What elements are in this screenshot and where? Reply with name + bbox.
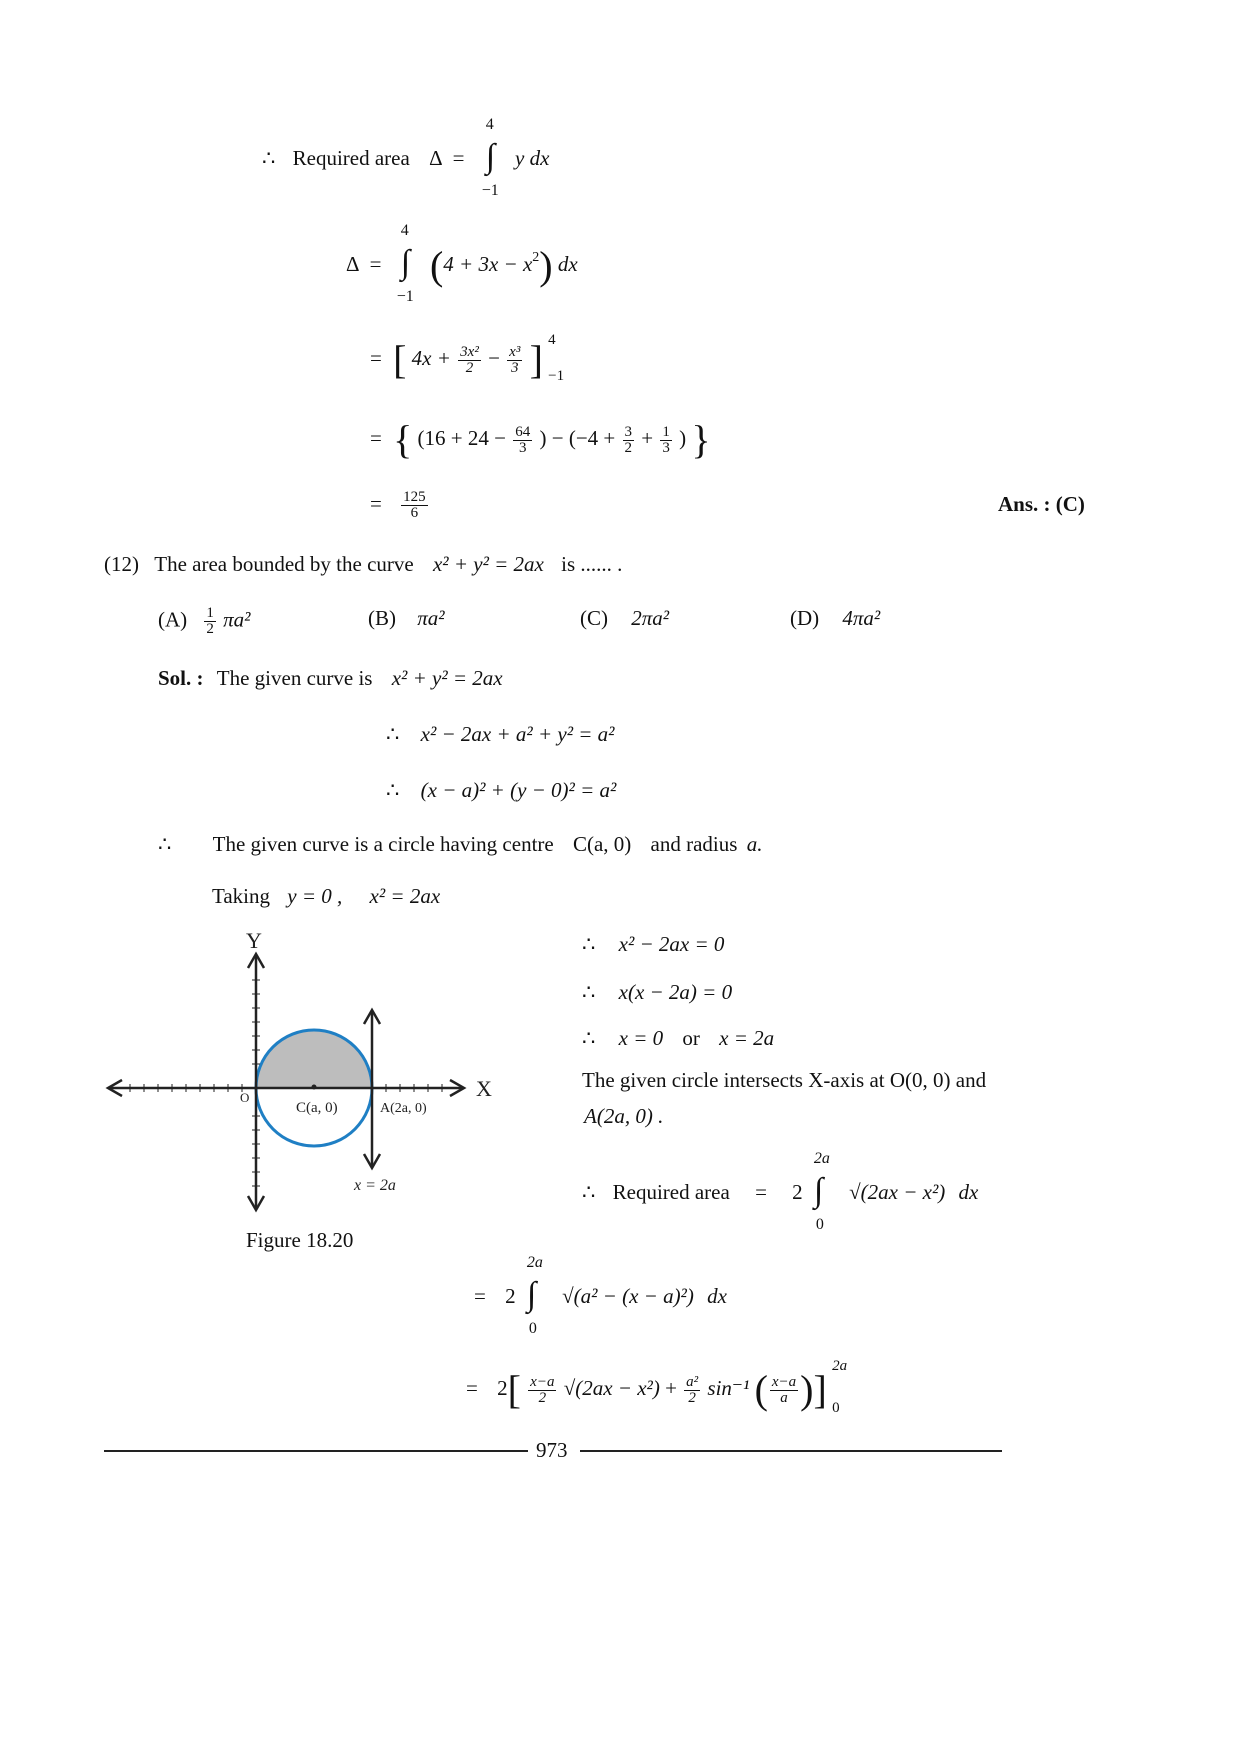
integrand: y dx	[515, 145, 550, 170]
line-label: x = 2a	[354, 1177, 396, 1194]
result-equation-2: x(x − 2a) = 0	[618, 980, 733, 1004]
or-text: or	[682, 1026, 700, 1050]
fraction: $\frac{\text{3x²}}{2}$	[460, 343, 479, 376]
delta-symbol: Δ	[346, 251, 359, 276]
antiderivative-line: = [ 4x + $\frac{\text{3x²}}{2}$ − $\frac{\text{x³}}{3}$ ] 4 −1	[370, 340, 570, 380]
taking-line	[212, 884, 440, 909]
arcsin: sin⁻¹	[707, 1375, 750, 1400]
therefore-symbol: ∴	[158, 832, 172, 856]
term: (16 + 24 −	[417, 425, 506, 450]
required-area-line	[262, 116, 550, 199]
delta-symbol: Δ	[429, 145, 442, 170]
result-fraction: $\frac{125}{6}$	[403, 489, 426, 521]
exponent: 2	[532, 249, 540, 265]
fraction: $\frac{\text{x³}}{3}$	[509, 343, 521, 376]
solution-intro	[158, 666, 503, 691]
x-axis-label: X	[476, 1076, 492, 1101]
required-area-text: Required area	[292, 145, 410, 170]
answer-label: Ans. : (C)	[998, 492, 1085, 516]
solution-equation-2: x² − 2ax + a² + y² = a²	[420, 722, 615, 746]
equals-sign: =	[369, 251, 382, 276]
integral-sign: ∫ 2a 0	[813, 1150, 830, 1233]
figure-circle-graph	[100, 920, 520, 1220]
equals-sign: =	[370, 491, 382, 516]
integral-sign: ∫ 4 −1	[396, 222, 414, 305]
option-d-label: (D)	[790, 606, 820, 630]
solution-intro-text: The given curve is	[216, 666, 373, 690]
fraction: $\frac{x-a}{a}$	[771, 1373, 797, 1406]
delta-integral-line	[346, 222, 578, 305]
fraction: $\frac{x-a}{2}$	[530, 1373, 555, 1406]
therefore-symbol: ∴	[386, 722, 400, 746]
result-line	[370, 490, 430, 521]
option-c[interactable]	[580, 606, 669, 631]
point-a-label: A(2a, 0)	[380, 1101, 427, 1116]
paren: )	[539, 243, 553, 288]
integral-sign: ∫ 2a 0	[526, 1254, 543, 1337]
y-zero: y = 0 ,	[287, 884, 343, 908]
point-a	[584, 1104, 663, 1129]
circle-statement	[158, 832, 762, 857]
coefficient: 2	[792, 1179, 803, 1204]
option-b-value: πa²	[417, 606, 445, 630]
paren: (	[429, 243, 444, 288]
fraction: $\frac{1}{3}$	[662, 423, 670, 456]
solution-equation-1: x² + y² = 2ax	[391, 666, 503, 690]
coefficient: 2	[497, 1375, 508, 1400]
fraction: $\frac{\text{a²}}{2}$	[686, 1373, 699, 1406]
equals-sign: =	[370, 425, 382, 450]
centre-point	[312, 1085, 317, 1090]
therefore-symbol: ∴	[582, 1026, 596, 1050]
taking-equation: x² = 2ax	[369, 884, 441, 908]
option-d[interactable]	[790, 606, 880, 631]
required-area-text: Required area	[612, 1179, 730, 1204]
solution-step-3	[386, 778, 616, 803]
root-term: √(2ax − x²)	[563, 1375, 660, 1400]
equals-sign: =	[452, 145, 465, 170]
option-a-value: πa²	[223, 607, 251, 632]
therefore-symbol: ∴	[386, 778, 400, 802]
question-number: (12)	[104, 552, 139, 576]
question-12	[104, 552, 622, 577]
shaded-region	[256, 1030, 372, 1088]
evaluation-line: = { (16 + 24 − $\frac{64}{3}$ ) − (−4 + $\frac{3}{2}$ + $\frac{1}{3}$ ) }	[370, 417, 711, 462]
equals-sign: =	[755, 1179, 767, 1204]
footer-rule-left	[104, 1450, 528, 1452]
page-number: 973	[536, 1438, 568, 1462]
required-area-2	[582, 1150, 979, 1233]
origin-label: O	[240, 1090, 250, 1105]
taking-text: Taking	[212, 884, 271, 908]
solution-step-2	[386, 722, 614, 747]
integral-step-2	[474, 1254, 727, 1337]
therefore-symbol: ∴	[582, 1179, 596, 1204]
equals-sign: =	[370, 345, 382, 370]
integral-sign: ∫ 4 −1	[481, 116, 499, 199]
radius-text: and radius	[650, 832, 738, 856]
option-a-label: (A)	[158, 607, 188, 632]
therefore-symbol: ∴	[262, 145, 276, 170]
result-x-zero: x = 0	[618, 1026, 664, 1050]
final-step: = 2[ $\frac{x-a}{2}$ √(2ax − x²) + $\frac{\text{a²}}{2}$ sin⁻¹ ( $\frac{x-a}{a}$ )] 2a 0	[466, 1370, 858, 1410]
result-step-3	[582, 1026, 774, 1051]
coefficient: 2	[505, 1283, 516, 1308]
paren: )	[679, 425, 687, 450]
minus: −	[488, 345, 500, 370]
option-b[interactable]	[368, 606, 445, 631]
half-fraction: $\frac{1}{2}$	[206, 605, 214, 637]
limits: 4 −1	[548, 332, 565, 384]
term: 4x +	[411, 345, 451, 370]
y-axis-label: Y	[246, 928, 262, 953]
option-b-label: (B)	[368, 606, 396, 630]
dx: dx	[557, 251, 578, 276]
dx: dx	[707, 1283, 727, 1308]
plus: +	[641, 425, 654, 450]
radius-value: a.	[746, 832, 763, 856]
option-c-label: (C)	[580, 606, 608, 630]
polynomial: 4 + 3x − x	[443, 251, 533, 276]
therefore-symbol: ∴	[582, 932, 596, 956]
integrand: √(2ax − x²)	[849, 1179, 946, 1204]
option-d-value: 4πa²	[842, 606, 881, 630]
therefore-symbol: ∴	[582, 980, 596, 1004]
equals-sign: =	[466, 1375, 478, 1400]
result-equation-1: x² − 2ax = 0	[618, 932, 725, 956]
question-text: The area bounded by the curve	[154, 552, 414, 576]
plus: +	[665, 1375, 677, 1400]
dx: dx	[958, 1179, 979, 1204]
fraction: $\frac{64}{3}$	[515, 423, 531, 456]
intersect-text: The given circle intersects X-axis at O(0, 0) and	[582, 1068, 987, 1092]
equals-sign: =	[474, 1283, 486, 1308]
limits: 2a 0	[832, 1358, 848, 1416]
centre-label: C(a, 0)	[296, 1100, 338, 1116]
centre-value: C(a, 0)	[572, 832, 632, 856]
integrand-2: √(a² − (x − a)²)	[562, 1283, 694, 1308]
result-step-2	[582, 980, 732, 1005]
figure-caption: Figure 18.20	[246, 1228, 354, 1252]
result-x-2a: x = 2a	[719, 1026, 775, 1050]
footer-rule-right	[580, 1450, 1002, 1452]
fraction: $\frac{3}{2}$	[624, 423, 633, 456]
question-tail: is ...... .	[561, 552, 623, 576]
solution-label: Sol. :	[158, 666, 204, 690]
term: ) − (−4 +	[539, 425, 616, 450]
result-step-1	[582, 932, 724, 957]
option-c-value: 2πa²	[631, 606, 670, 630]
solution-equation-3: (x − a)² + (y − 0)² = a²	[420, 778, 617, 802]
question-equation: x² + y² = 2ax	[432, 552, 544, 576]
option-a[interactable]	[158, 606, 250, 637]
circle-text: The given curve is a circle having centre	[212, 832, 554, 856]
point-a-value: A(2a, 0) .	[584, 1104, 664, 1128]
